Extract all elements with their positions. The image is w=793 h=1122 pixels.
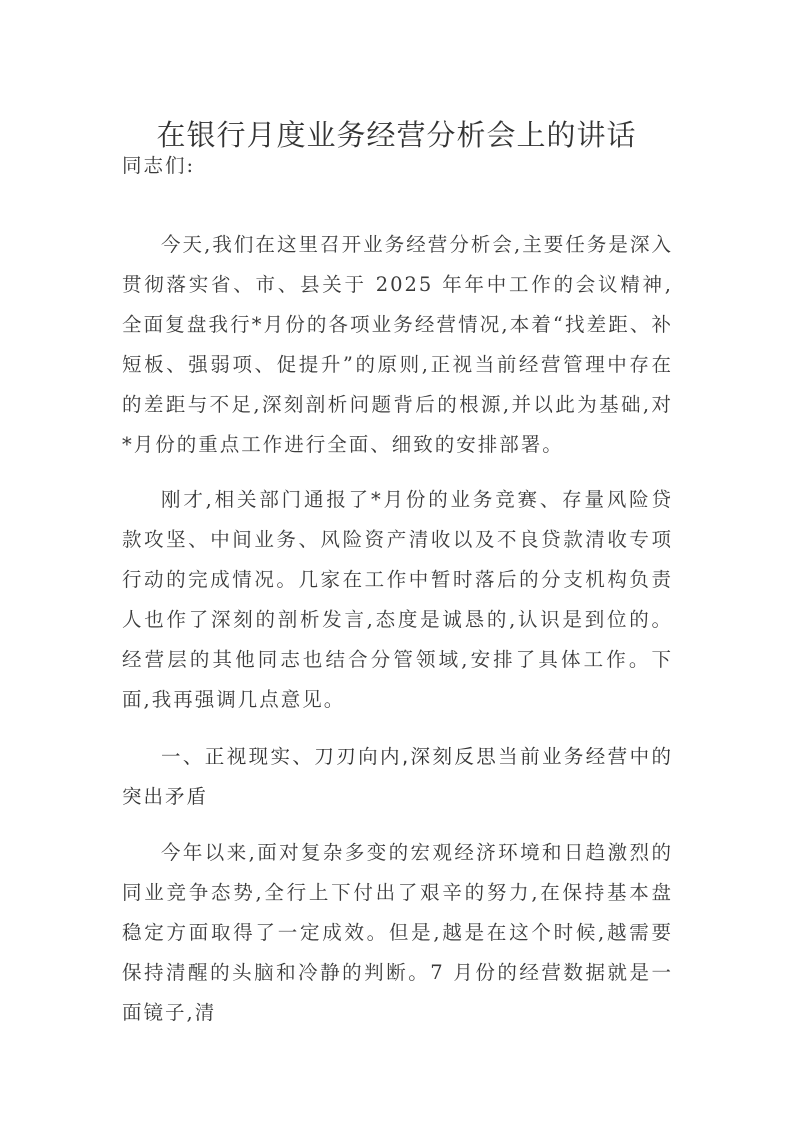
salutation: 同志们: bbox=[122, 154, 196, 177]
paragraph-intro: 今天,我们在这里召开业务经营分析会,主要任务是深入贯彻落实省、市、县关于 2025 年年中工作的会议精神,全面复盘我行*月份的各项业务经营情况,本着“找差距、补短板、强弱项、促提升”的原则,正视当前经营管理中存在的差距与不足,深刻剖析问题背后的根源,并以此为基础,对*月份的重点工作进行全面、细致的安排部署。 bbox=[122, 233, 673, 456]
paragraph-review: 刚才,相关部门通报了*月份的业务竞赛、存量风险贷款攻坚、中间业务、风险资产清收以及不良贷款清收专项行动的完成情况。几家在工作中暂时落后的分支机构负责人也作了深刻的剖析发言,态度是诚恳的,认识是到位的。经营层的其他同志也结合分管领域,安排了具体工作。下面,我再强调几点意见。 bbox=[122, 488, 673, 711]
paragraph-section-1: 今年以来,面对复杂多变的宏观经济环境和日趋激烈的同业竞争态势,全行上下付出了艰辛的努力,在保持基本盘稳定方面取得了一定成效。但是,越是在这个时候,越需要保持清醒的头脑和冷静的判断。7 月份的经营数据就是一面镜子,清 bbox=[122, 841, 673, 1024]
document-title: 在银行月度业务经营分析会上的讲话 bbox=[156, 118, 637, 152]
section-heading-1: 一、正视现实、刀刃向内,深刻反思当前业务经营中的突出矛盾 bbox=[122, 745, 673, 808]
